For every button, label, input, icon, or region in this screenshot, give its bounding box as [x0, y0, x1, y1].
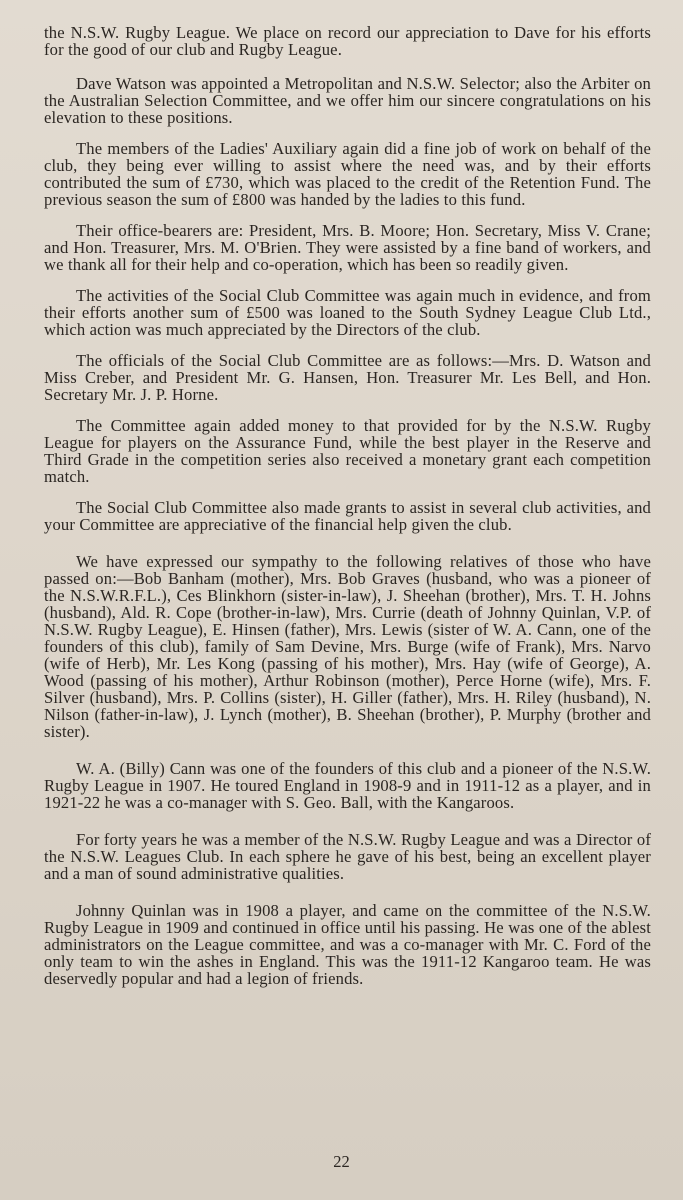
paragraph-ladies-auxiliary: The members of the Ladies' Auxiliary again did a fine job of work on behalf of the club, they being ever willing to assist where the need was, and by their efforts contributed the sum of £730, which was placed to the credit of the Retention Fund. The previous season the sum of £800 was handed by the ladies to this fund. — [44, 139, 651, 209]
paragraph-billy-cann: W. A. (Billy) Cann was one of the founders of this club and a pioneer of the N.S.W. Rugby League in 1907. He toured England in 1908-9 and in 1911-12 as a player, and in 1921-22 he was a co-manager with S. Geo. Ball, with the Kangaroos. — [44, 759, 651, 812]
paragraph-sympathy: We have expressed our sympathy to the following relatives of those who have passed on:—Bob Banham (mother), Mrs. Bob Graves (husband, who was a pioneer of the N.S.W.R.F.L.), Ces Blinkhorn (sister-in-law), J. Sheehan (brother), Mrs. T. H. Johns (husband), Ald. R. Cope (brother-in-law), Mrs. Currie (death of Johnny Quinlan, V.P. of N.S.W. Rugby League), E. Hinsen (father), Mrs. Lewis (sister of W. A. Cann, one of the founders of this club), family of Sam Devine, Mrs. Burge (wife of Frank), Mrs. Narvo (wife of Herb), Mr. Les Kong (passing of his mother), Mrs. Hay (wife of George), A. Wood (passing of his mother), Arthur Robinson (mother), Perce Horne (wife), Mrs. F. Silver (husband), Mrs. P. Collins (sister), H. Giller (father), Mrs. H. Riley (husband), N. Nilson (father-in-law), J. Lynch (mother), B. Sheehan (brother), P. Murphy (brother and sister). — [44, 552, 651, 741]
paragraph-dave-watson: Dave Watson was appointed a Metropolitan and N.S.W. Selector; also the Arbiter on the Australian Selection Committee, and we offer him our sincere congratulations on his elevation to these positions. — [44, 74, 651, 127]
paragraph-forty-years: For forty years he was a member of the N.S.W. Rugby League and was a Director of the N.S.W. Leagues Club. In each sphere he gave of his best, being an excellent player and a man of sound administrative qualities. — [44, 830, 651, 883]
paragraph-office-bearers: Their office-bearers are: President, Mrs. B. Moore; Hon. Secretary, Miss V. Crane; and Hon. Treasurer, Mrs. M. O'Brien. They were assisted by a fine band of workers, and we thank all for their help and co-operation, which has been so readily given. — [44, 221, 651, 274]
paragraph-johnny-quinlan: Johnny Quinlan was in 1908 a player, and came on the committee of the N.S.W. Rugby League in 1909 and continued in office until his passing. He was one of the ablest administrators on the League committee, and was a co-manager with Mr. C. Ford of the only team to win the ashes in England. This was the 1911-12 Kangaroo team. He was deservedly popular and had a legion of friends. — [44, 901, 651, 988]
paragraph-assurance-fund: The Committee again added money to that provided for by the N.S.W. Rugby League for players on the Assurance Fund, while the best player in the Reserve and Third Grade in the competition series also received a monetary grant each competition match. — [44, 416, 651, 486]
paragraph-social-club-activities: The activities of the Social Club Committee was again much in evidence, and from their efforts another sum of £500 was loaned to the South Sydney League Club Ltd., which action was much appreciated by the Directors of the club. — [44, 286, 651, 339]
page-number: 22 — [333, 1152, 350, 1171]
paragraph-social-club-grants: The Social Club Committee also made grants to assist in several club activities, and your Committee are appreciative of the financial help given the club. — [44, 498, 651, 534]
paragraph-social-club-officials: The officials of the Social Club Committee are as follows:—Mrs. D. Watson and Miss Creber, and President Mr. G. Hansen, Hon. Treasurer Mr. Les Bell, and Hon. Secretary Mr. J. P. Horne. — [44, 351, 651, 404]
paragraph-continued: the N.S.W. Rugby League. We place on record our appreciation to Dave for his efforts for the good of our club and Rugby League. — [44, 23, 651, 59]
